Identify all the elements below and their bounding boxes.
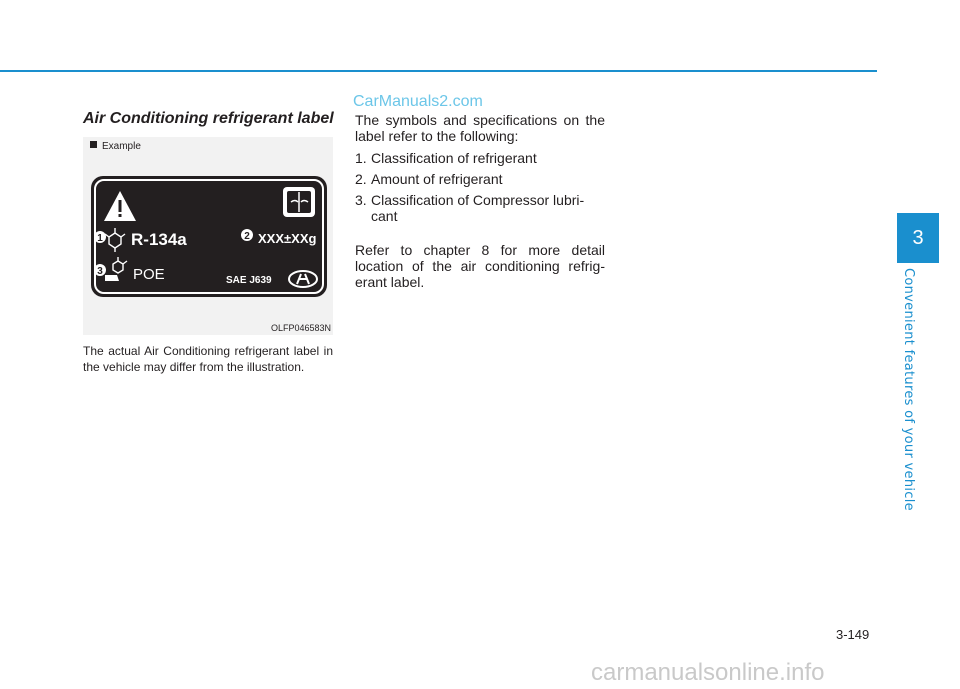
watermark-top: CarManuals2.com [353,93,483,110]
figure-note: The actual Air Conditioning refrigerant label in the vehicle may differ from the illustration. [83,344,333,374]
list-item [355,192,605,224]
figure [83,137,333,335]
marker-2: 2 [244,231,250,242]
spec-list [355,150,605,224]
figure-caption [90,141,141,152]
chapter-tab: 3 [897,213,939,263]
intro-text: The symbols and specifications on the label refer to the following: [355,112,605,144]
marker-1: 1 [97,233,103,244]
manual-book-icon [283,187,315,217]
section-title: Air Conditioning refrigerant label [83,110,334,127]
list-item-text: Amount of refrigerant [371,171,503,187]
list-item-text: Classification of Compressor lubri-cant [371,192,585,224]
list-item-text: Classification of refrigerant [371,150,537,166]
sae-standard: SAE J639 [226,275,272,286]
detail-text: Refer to chapter 8 for more detail location of the air conditioning refrig-erant label. [355,242,605,290]
refrigerant-amount: XXX±XXg [258,231,317,246]
figure-code: OLFP046583N [270,323,331,333]
list-item [355,150,605,166]
list-item-number: 1. [355,150,367,166]
square-bullet-icon [90,141,97,148]
refrigerant-label-illustration [87,175,329,299]
header-rule [0,70,877,72]
list-item-number: 3. [355,192,367,208]
list-item-number: 2. [355,171,367,187]
chapter-title: Convenient features of your vehicle [901,268,916,511]
lubricant-type: POE [133,266,165,283]
refrigerant-type: R-134a [131,230,187,249]
page-number: 3-149 [836,627,870,642]
figure-caption-text: Example [102,141,141,152]
watermark-bottom: carmanualsonline.info [591,659,825,686]
marker-3: 3 [97,266,103,277]
right-column [355,112,605,290]
list-item [355,171,605,187]
